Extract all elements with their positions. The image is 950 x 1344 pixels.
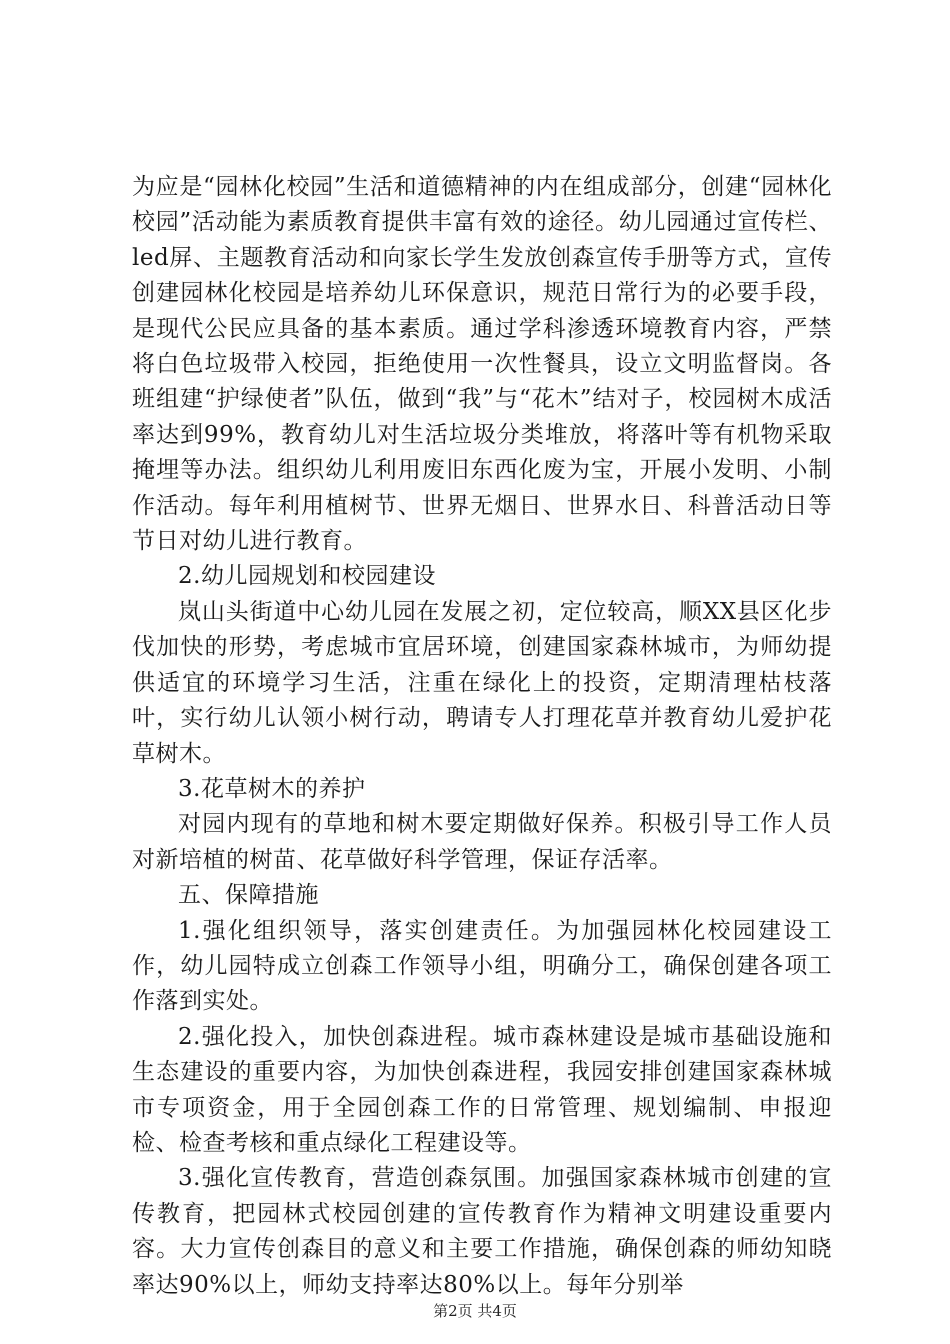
section-heading-safeguards: 五、保障措施: [178, 882, 319, 909]
paragraph-continued: 为应是“园林化校园”生活和道德精神的内在组成部分，创建“园林化校园”活动能为素质教育提供丰富有效的途径。幼儿园通过宣传栏、led屏、主题教育活动和向家长学生发放创森宣传手册等方式，宣传创建园林化校园是培养幼儿环保意识，规范日常行为的必要手段，是现代公民应具备的基本素质。通过学科渗透环境教育内容，严禁将白色垃圾带入校园，拒绝使用一次性餐具，设立文明监督岗。各班组建“护绿使者”队伍，做到“我”与“花木”结对子，校园树木成活率达到99%，教育幼儿对生活垃圾分类堆放，将落叶等有机物采取掩埋等办法。组织幼儿利用废旧东西化废为宝，开展小发明、小制作活动。每年利用植树节、世界无烟日、世界水日、科普活动日等节日对幼儿进行教育。: [132, 174, 832, 555]
paragraph-plant-care: 对园内现有的草地和树木要定期做好保养。积极引导工作人员对新培植的树苗、花草做好科学管理，保证存活率。: [132, 811, 832, 873]
section-heading-plant-care: 3.花草树木的养护: [178, 775, 366, 802]
paragraph-publicity: 3.强化宣传教育，营造创森氛围。加强国家森林城市创建的宣传教育，把园林式校园创建的宣传教育作为精神文明建设重要内容。大力宣传创森目的意义和主要工作措施，确保创森的师幼知晓率达90%以上，师幼支持率达80%以上。每年分别举: [132, 1165, 832, 1298]
section-heading-kindergarten-planning: 2.幼儿园规划和校园建设: [178, 563, 436, 590]
paragraph-planning: 岚山头街道中心幼儿园在发展之初，定位较高，顺XX县区化步伐加快的形势，考虑城市宜居环境，创建国家森林城市，为师幼提供适宜的环境学习生活，注重在绿化上的投资，定期清理枯枝落叶，实行幼儿认领小树行动，聘请专人打理花草并教育幼儿爱护花草树木。: [132, 598, 832, 767]
document-body: [132, 170, 832, 1303]
paragraph-organization: 1.强化组织领导，落实创建责任。为加强园林化校园建设工作，幼儿园特成立创森工作领导小组，明确分工，确保创建各项工作落到实处。: [132, 917, 832, 1015]
page-number: 第2页 共4页: [433, 1302, 517, 1320]
page-footer: [0, 1300, 950, 1321]
paragraph-investment: 2.强化投入，加快创森进程。城市森林建设是城市基础设施和生态建设的重要内容，为加快创森进程，我园安排创建国家森林城市专项资金，用于全园创森工作的日常管理、规划编制、申报迎检、检查考核和重点绿化工程建设等。: [132, 1023, 832, 1156]
